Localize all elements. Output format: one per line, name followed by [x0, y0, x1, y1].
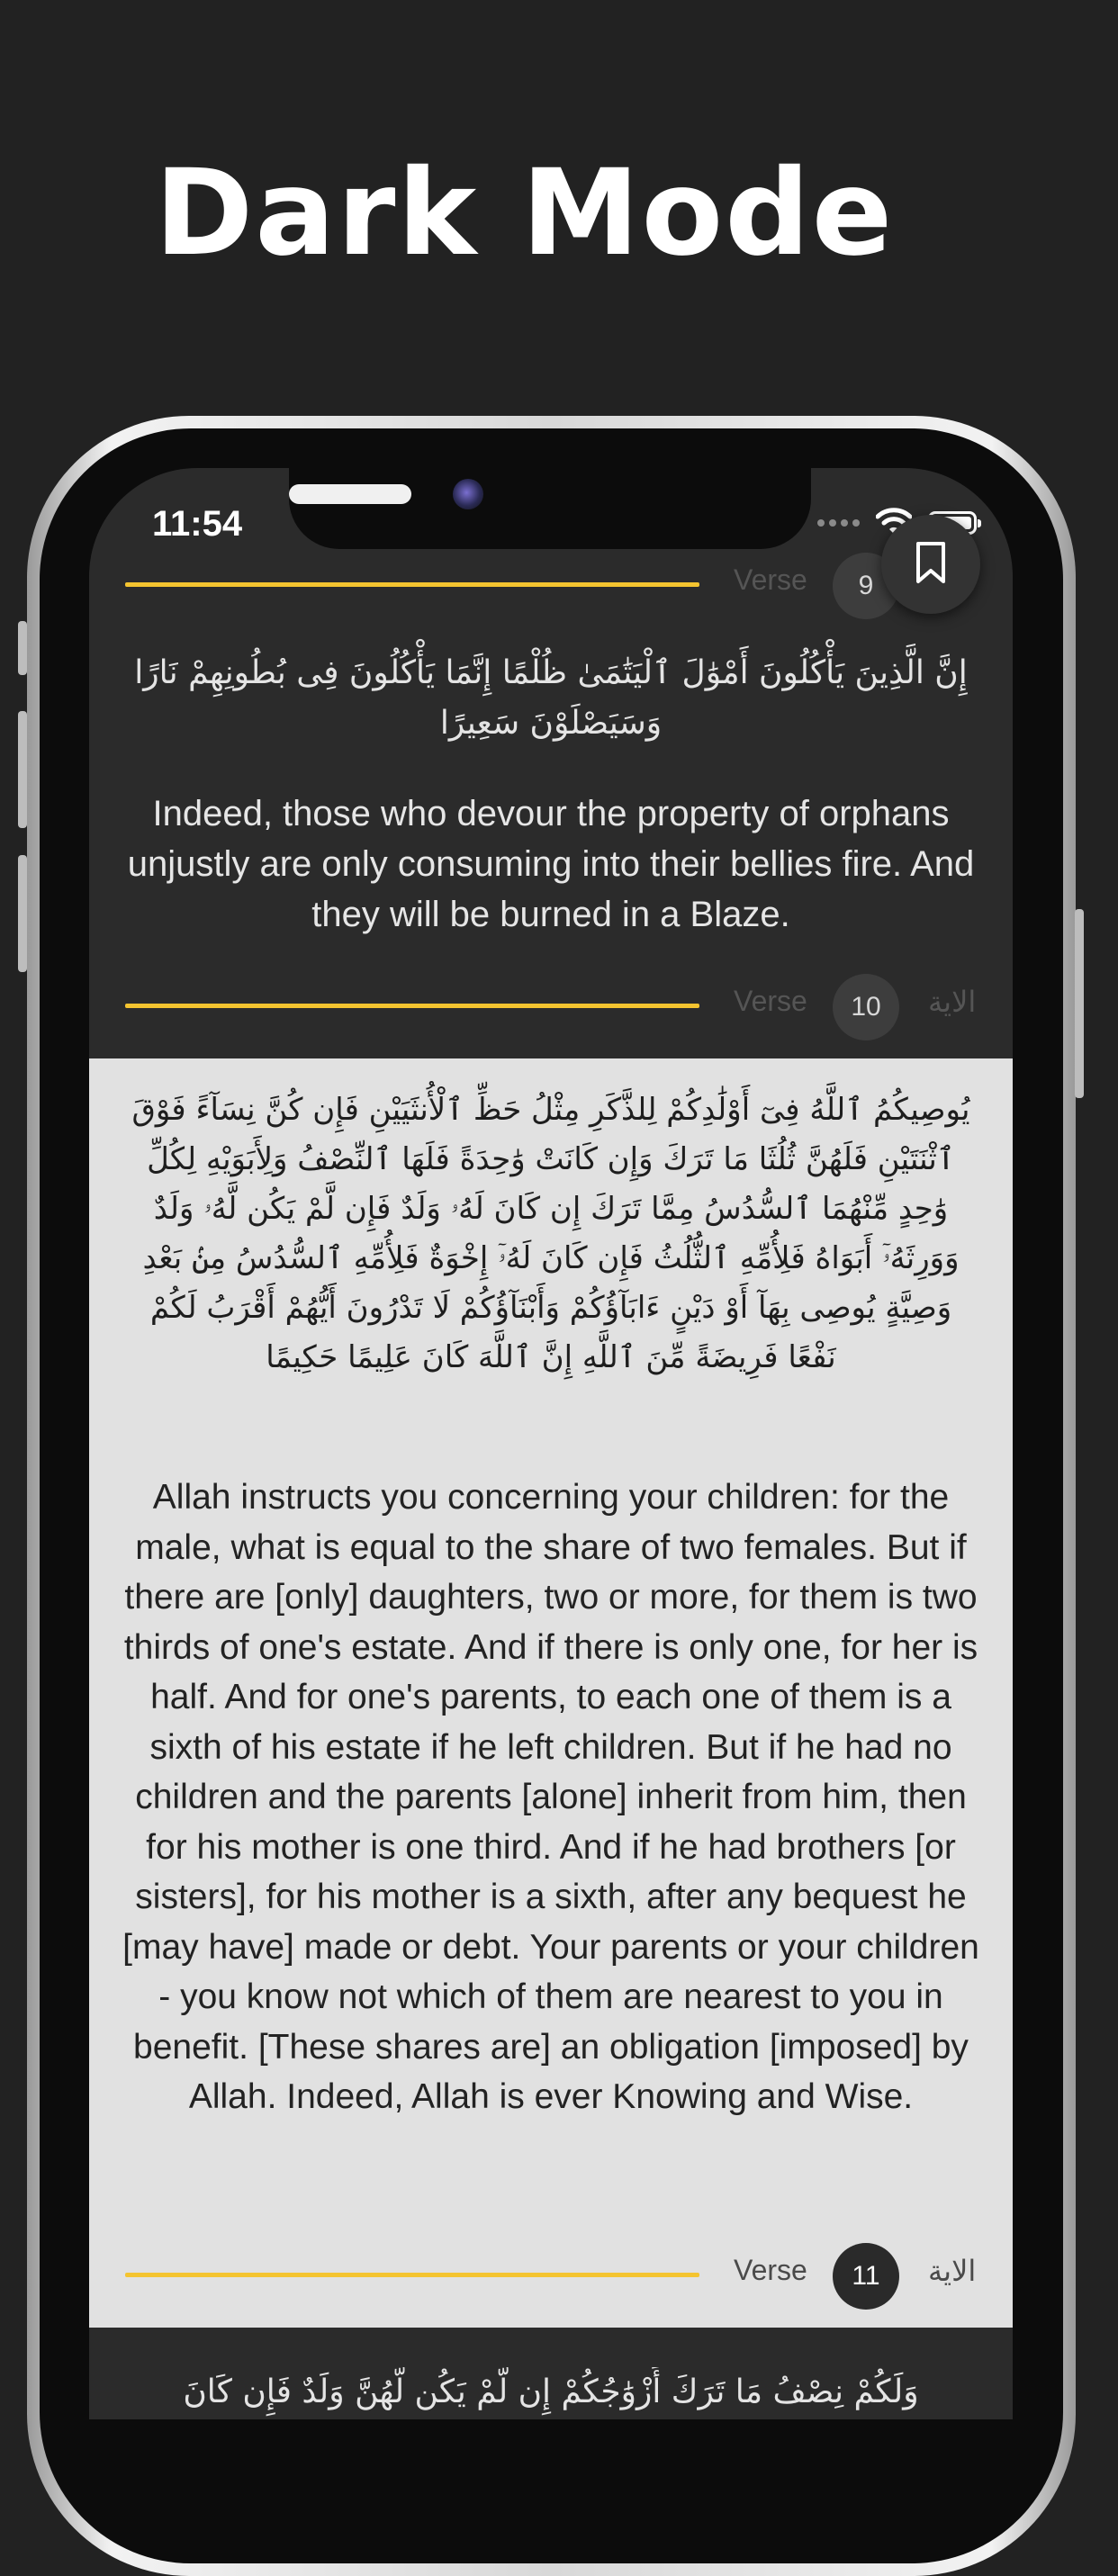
phone-volume-down	[18, 855, 27, 972]
speaker	[289, 484, 411, 504]
verse-translation: Indeed, those who devour the property of orphans unjustly are only consuming into their bellies fire. And they will be burned in a Blaze.	[127, 794, 975, 934]
verse-divider	[125, 2273, 699, 2277]
highlighted-verse-card[interactable]	[89, 1058, 1013, 2328]
phone-side-button	[18, 621, 27, 675]
app-screen	[89, 468, 1013, 2419]
notch	[289, 468, 811, 549]
status-time: 11:54	[152, 504, 243, 544]
verse-label: Verse	[734, 563, 807, 596]
phone-volume-up	[18, 711, 27, 828]
headline: Dark Mode	[154, 144, 895, 283]
verse-divider	[125, 1004, 699, 1008]
bookmark-icon	[913, 540, 949, 589]
verse-arabic-label: الاية	[928, 2254, 977, 2288]
verse-arabic-label: الاية	[928, 985, 977, 1019]
phone-power-button	[1075, 909, 1084, 1098]
front-camera	[453, 479, 483, 509]
verse-arabic-text: إِنَّ الَّذِينَ يَأْكُلُونَ أَمْوَٰلَ ٱلْيَتَٰمَىٰ ظُلْمًا إِنَّمَا يَأْكُلُونَ فِى بُطُونِهِمْ نَارًا وَسَيَصْلَوْنَ سَعِيرًا	[134, 654, 968, 742]
verse-header	[125, 2243, 977, 2306]
verse-arabic-text: وَلَكُمْ نِصْفُ مَا تَرَكَ أَزْوَٰجُكُمْ إِن لَّمْ يَكُن لَّهُنَّ وَلَدٌ فَإِن كَانَ	[183, 2373, 919, 2410]
bookmark-button[interactable]	[881, 515, 980, 614]
verse-arabic-text: يُوصِيكُمُ ٱللَّهُ فِىٓ أَوْلَٰدِكُمْ لِلذَّكَرِ مِثْلُ حَظِّ ٱلْأُنثَيَيْنِ فَإِن كُنَّ نِسَآءً فَوْقَ ٱثْنَتَيْنِ فَلَهُنَّ ثُلُثَا مَا تَرَكَ وَإِن كَانَتْ وَٰحِدَةً فَلَهَا ٱلنِّصْفُ وَلِأَبَوَيْهِ لِكُلِّ وَٰحِدٍ مِّنْهُمَا ٱلسُّدُسُ مِمَّا تَرَكَ إِن كَانَ لَهُۥ وَلَدٌ فَإِن لَّمْ يَكُن لَّهُۥ وَلَدٌ وَوَرِثَهُۥٓ أَبَوَاهُ فَلِأُمِّهِ ٱلثُّلُثُ فَإِن كَانَ لَهُۥٓ إِخْوَةٌ فَلِأُمِّهِ ٱلسُّدُسُ مِنۢ بَعْدِ وَصِيَّةٍ يُوصِى بِهَآ أَوْ دَيْنٍ ءَابَآؤُكُمْ وَأَبْنَآؤُكُمْ لَا تَدْرُونَ أَيُّهُمْ أَقْرَبُ لَكُمْ نَفْعًا فَرِيضَةً مِّنَ ٱللَّهِ إِنَّ ٱللَّهَ كَانَ عَلِيمًا حَكِيمًا	[131, 1092, 970, 1375]
verse-divider	[125, 582, 699, 587]
verse-translation: Allah instructs you concerning your children: for the male, what is equal to the share of two females. But if there are [only] daughters, two or more, for them is two thirds of one's estate. And if there is only one, for her is half. And for one's parents, to each one of them is a sixth of his estate if he left children. But if he had no children and the parents [alone] inherit from him, then for his mother is one third. And if he had brothers [or sisters], for his mother is a sixth, after any bequest he [may have] made or debt. Your parents or your children - you know not which of them are nearest to you in benefit. [These shares are] an obligation [imposed] by Allah. Indeed, Allah is ever Knowing and Wise.	[122, 1478, 979, 2116]
verse-number-badge: 10	[833, 974, 899, 1040]
verse-header	[125, 974, 977, 1037]
verse-header	[125, 553, 977, 616]
signal-icon	[817, 519, 860, 527]
verse-number-badge: 11	[833, 2243, 899, 2310]
verse-label: Verse	[734, 2254, 807, 2286]
verse-number-badge: 9	[833, 553, 899, 619]
verse-label: Verse	[734, 985, 807, 1017]
